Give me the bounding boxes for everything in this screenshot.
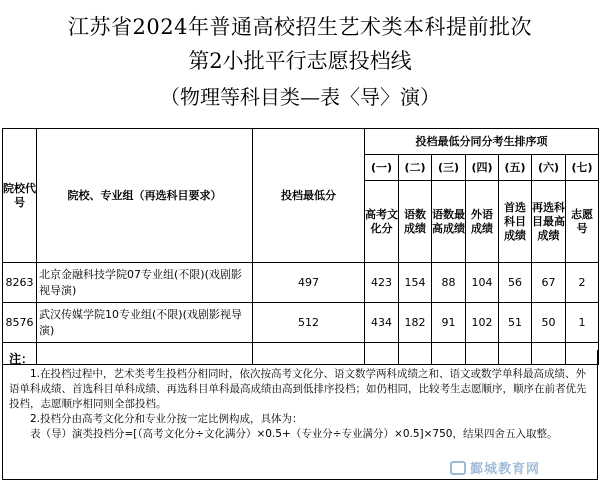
header-school-code: 院校代号	[3, 129, 37, 263]
notes-heading: 注：	[9, 352, 34, 366]
school-code: 8576	[3, 303, 37, 343]
item-num-5: (五)	[499, 155, 532, 181]
page-title-line1: 江苏省2024年普通高校招生艺术类本科提前批次	[68, 15, 532, 39]
item-num-7: (七)	[566, 155, 599, 181]
item-label-4: 外语成绩	[466, 181, 499, 263]
second-subject-max: 50	[532, 303, 566, 343]
watermark-text: 鄞城教育网	[469, 462, 540, 477]
note-2: 2.投档分由高考文化分和专业分按一定比例构成，具体为：	[30, 413, 303, 425]
item-num-6: (六)	[532, 155, 566, 181]
foreign-language-score: 102	[466, 303, 499, 343]
header-tiebreak-group: 投档最低分同分考生排序项	[365, 129, 599, 155]
second-subject-max: 67	[532, 263, 566, 303]
item-num-3: (三)	[432, 155, 466, 181]
first-subject-score: 56	[499, 263, 532, 303]
header-min-score: 投档最低分	[253, 129, 365, 263]
item-label-3: 语数最高成绩	[432, 181, 466, 263]
item-num-2: (二)	[399, 155, 432, 181]
item-label-2: 语数成绩	[399, 181, 432, 263]
note-3: 表（导）演类投档分=[（高考文化分÷文化满分）×0.5+（专业分÷专业满分）×0.5]×750，结果四舍五入取整。	[30, 428, 558, 440]
page-title-line2: 第2小批平行志愿投档线	[188, 49, 412, 73]
item-label-6: 再选科目最高成绩	[532, 181, 566, 263]
page-title-line3: （物理等科目类—表〈导〉演）	[160, 85, 440, 109]
culture-score: 434	[365, 303, 399, 343]
header-school-group: 院校、专业组（再选科目要求）	[37, 129, 253, 263]
school-code: 8263	[3, 263, 37, 303]
culture-score: 423	[365, 263, 399, 303]
min-score: 512	[253, 303, 365, 343]
first-subject-score: 51	[499, 303, 532, 343]
chinese-math-score: 182	[399, 303, 432, 343]
note-1: 1.在投档过程中，艺术类考生投档分相同时，依次按高考文化分、语文数学两科成绩之和、语文或数学单科最高成绩、外语单科成绩、首选科目单科成绩、再选科目单科最高成绩由高到低排序投档；如仍相同，比较考生志愿顺序，顺序在前者优先投档，志愿顺序相同则全部投档。	[9, 368, 587, 410]
item-label-1: 高考文化分	[365, 181, 399, 263]
item-label-7: 志愿号	[566, 181, 599, 263]
item-num-4: (四)	[466, 155, 499, 181]
school-group-name: 北京金融科技学院07专业组(不限)(戏剧影视导演)	[37, 263, 253, 303]
table-row	[3, 263, 599, 303]
min-score: 497	[253, 263, 365, 303]
chinese-math-score: 154	[399, 263, 432, 303]
preference-number: 2	[566, 263, 599, 303]
chinese-math-max: 91	[432, 303, 466, 343]
chinese-math-max: 88	[432, 263, 466, 303]
admission-score-table	[2, 128, 599, 365]
watermark-logo-icon	[450, 461, 466, 475]
preference-number: 1	[566, 303, 599, 343]
item-label-5: 首选科目成绩	[499, 181, 532, 263]
watermark	[450, 458, 540, 477]
school-group-name: 武汉传媒学院10专业组(不限)(戏剧影视导演)	[37, 303, 253, 343]
table-row	[3, 303, 599, 343]
foreign-language-score: 104	[466, 263, 499, 303]
item-num-1: (一)	[365, 155, 399, 181]
